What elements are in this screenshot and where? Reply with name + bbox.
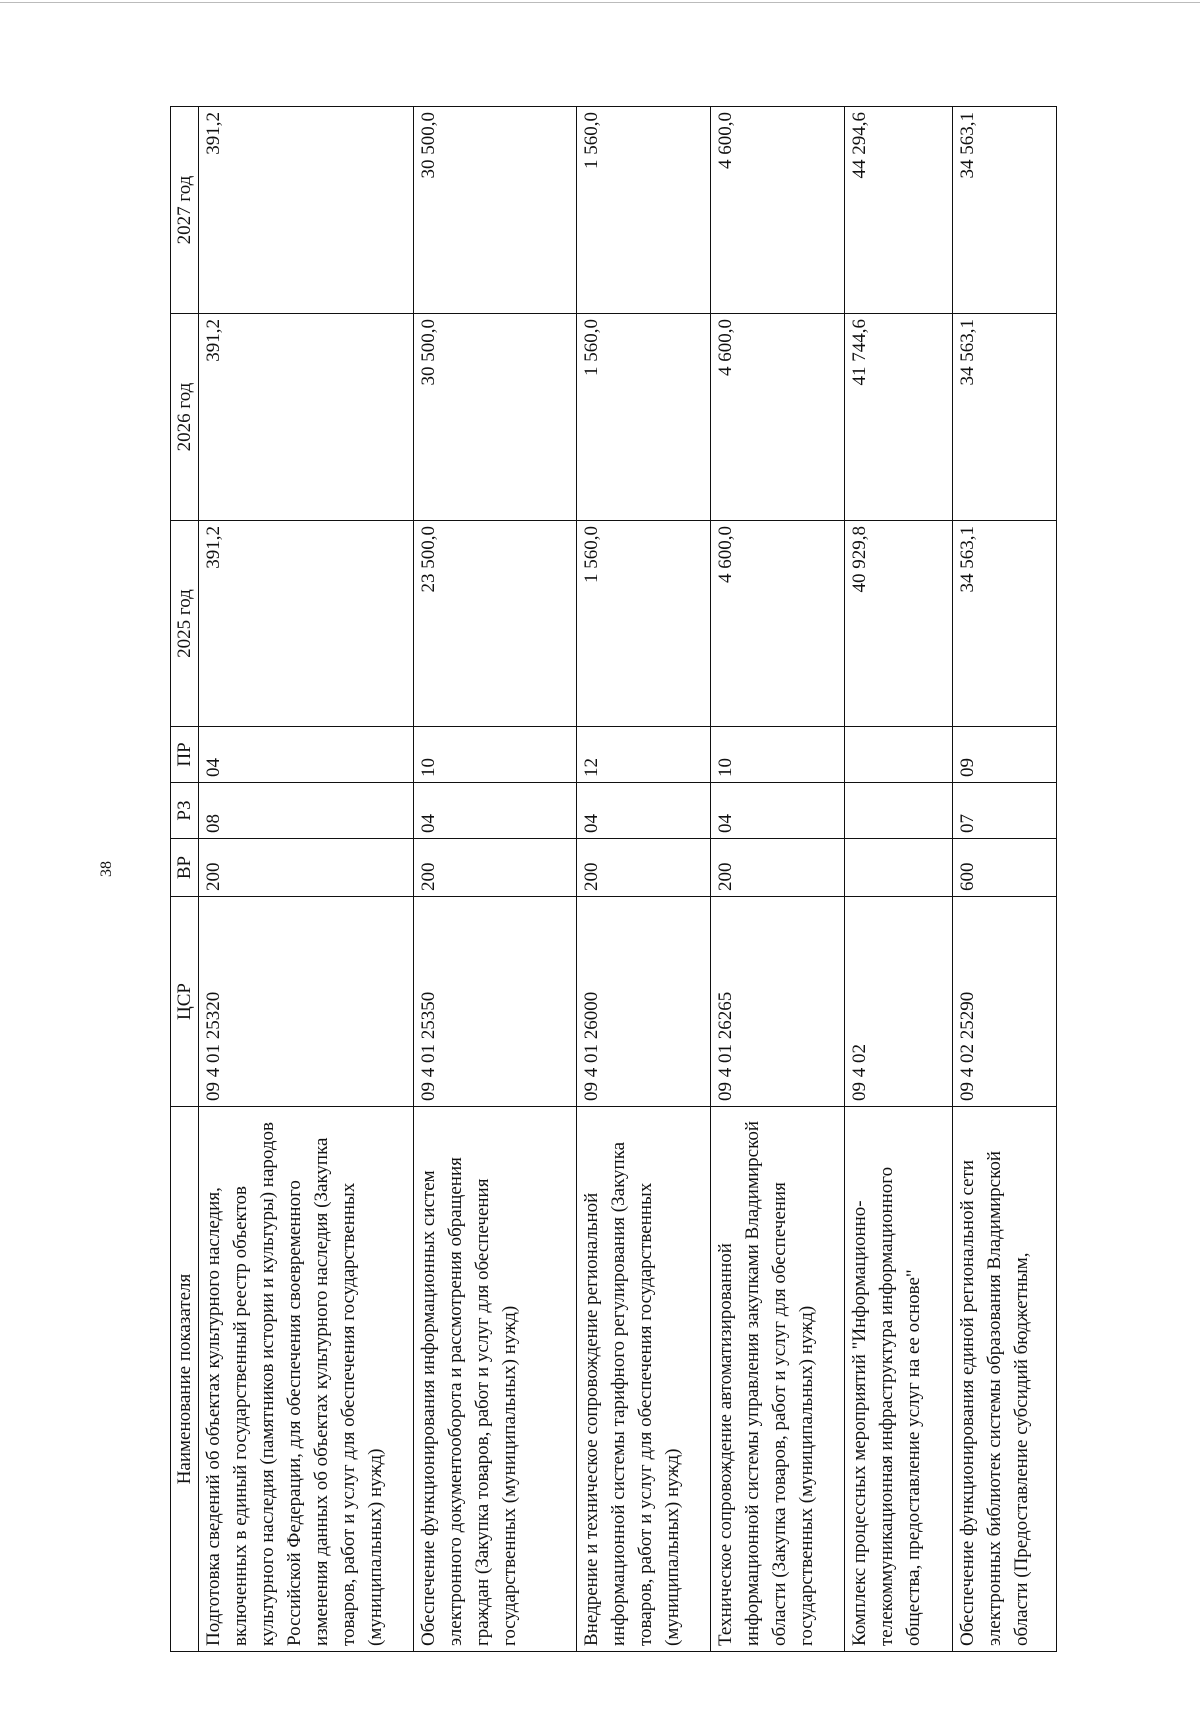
row-name: Обеспечение функционирования единой региональной сети электронных библиотек системы образования Владимирской области (Предоставление субсидий бюджетным, [953,1107,1057,1652]
header-2025: 2025 год [171,521,199,727]
table-row [414,107,577,1652]
table-header-row [171,107,199,1652]
row-csr: 09 4 01 25320 [199,897,414,1107]
header-rz: РЗ [171,783,199,839]
row-name: Внедрение и техническое сопровождение региональной информационной системы тарифного регулирования (Закупка товаров, работ и услуг для обеспечения государственных (муниципальных) нужд) [577,1107,711,1652]
row-rz: 08 [199,783,414,839]
row-2025: 23 500,0 [414,521,577,727]
row-2025: 34 563,1 [953,521,1057,727]
scan-edge-line [0,2,1200,3]
row-name: Техническое сопровождение автоматизированной информационной системы управления закупками Владимирской области (Закупка товаров, работ и услуг для обеспечения государственных (муниципальных) нужд) [711,1107,845,1652]
row-2025: 4 600,0 [711,521,845,727]
row-csr: 09 4 01 25350 [414,897,577,1107]
row-csr: 09 4 01 26265 [711,897,845,1107]
row-vr: 200 [199,839,414,897]
rotated-table-container [170,107,1130,1652]
header-name: Наименование показателя [171,1107,199,1652]
header-csr: ЦСР [171,897,199,1107]
row-pr: 09 [953,727,1057,783]
row-2026: 1 560,0 [577,314,711,521]
row-name: Обеспечение функционирования информационных систем электронного документооборота и рассмотрения обращения граждан (Закупка товаров, работ и услуг для обеспечения государственных (муниципальных) нужд) [414,1107,577,1652]
header-2026: 2026 год [171,314,199,521]
row-rz: 04 [414,783,577,839]
row-vr: 600 [953,839,1057,897]
budget-table [170,106,1057,1652]
row-2027: 34 563,1 [953,107,1057,314]
row-vr: 200 [711,839,845,897]
row-2025: 391,2 [199,521,414,727]
row-pr [845,727,953,783]
row-2027: 1 560,0 [577,107,711,314]
row-pr: 12 [577,727,711,783]
row-pr: 10 [711,727,845,783]
page-number: 38 [98,861,115,877]
row-rz: 07 [953,783,1057,839]
table-row [953,107,1057,1652]
row-2025: 1 560,0 [577,521,711,727]
row-2026: 41 744,6 [845,314,953,521]
row-2026: 30 500,0 [414,314,577,521]
table-row [577,107,711,1652]
table-row [199,107,414,1652]
header-pr: ПР [171,727,199,783]
row-2026: 34 563,1 [953,314,1057,521]
row-2027: 391,2 [199,107,414,314]
row-vr: 200 [414,839,577,897]
row-name: Подготовка сведений об объектах культурного наследия, включенных в единый государственный реестр объектов культурного наследия (памятников истории и культуры) народов Российской Федерации, для обеспечения своевременного изменения данных об объектах культурного наследия (Закупка товаров, работ и услуг для обеспечения государственных (муниципальных) нужд) [199,1107,414,1652]
row-name: Комплекс процессных мероприятий "Информационно-телекоммуникационная инфраструктура информационного общества, предоставление услуг на ее основе" [845,1107,953,1652]
row-csr: 09 4 01 26000 [577,897,711,1107]
header-vr: ВР [171,839,199,897]
row-2026: 4 600,0 [711,314,845,521]
row-pr: 10 [414,727,577,783]
row-csr: 09 4 02 25290 [953,897,1057,1107]
row-rz: 04 [577,783,711,839]
row-2025: 40 929,8 [845,521,953,727]
row-csr: 09 4 02 [845,897,953,1107]
row-rz [845,783,953,839]
header-2027: 2027 год [171,107,199,314]
row-2026: 391,2 [199,314,414,521]
table-row [711,107,845,1652]
row-2027: 4 600,0 [711,107,845,314]
row-vr [845,839,953,897]
row-2027: 30 500,0 [414,107,577,314]
row-vr: 200 [577,839,711,897]
row-2027: 44 294,6 [845,107,953,314]
row-rz: 04 [711,783,845,839]
row-pr: 04 [199,727,414,783]
table-row [845,107,953,1652]
